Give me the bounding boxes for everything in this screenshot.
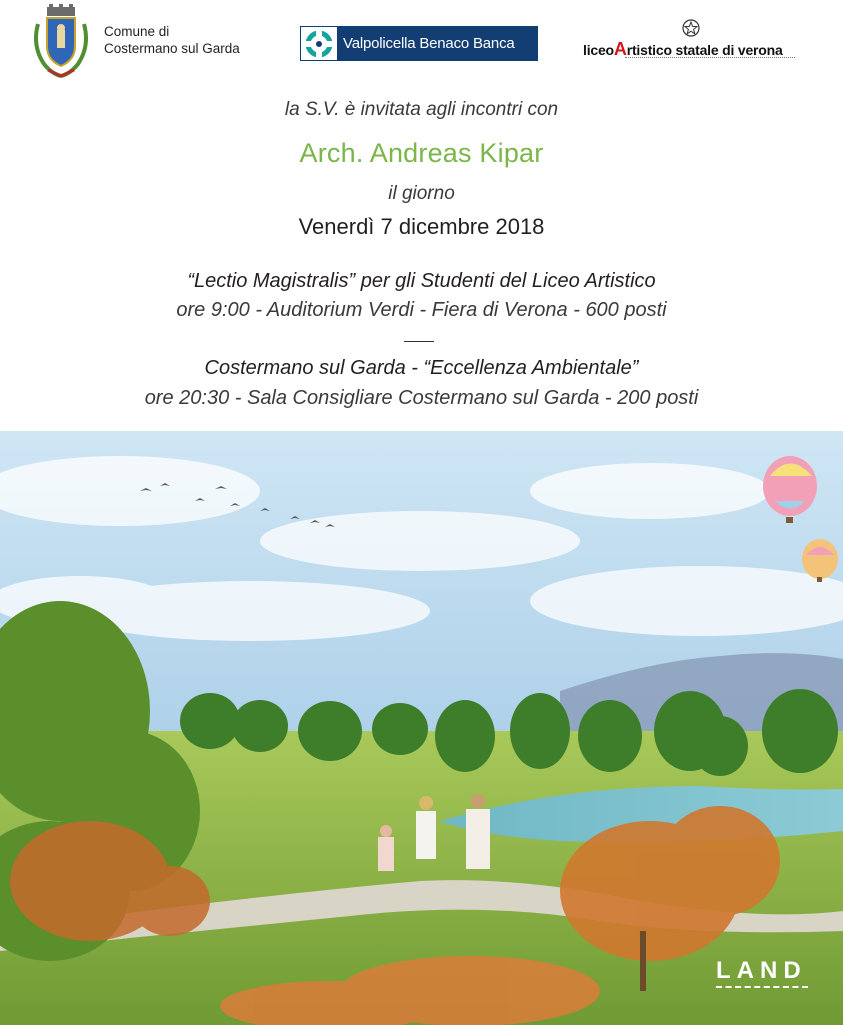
bank-logo-icon — [305, 31, 333, 57]
event-2-title: Costermano sul Garda - “Eccellenza Ambientale” — [204, 357, 639, 379]
event-date: Venerdì 7 dicembre 2018 — [298, 214, 545, 239]
event-2-details: ore 20:30 - Sala Consigliare Costermano sul Garda - 200 posti — [144, 387, 699, 409]
day-label: il giorno — [388, 183, 455, 204]
liceo-part2: rtistico statale di verona — [626, 42, 783, 58]
comune-line1: Comune di — [104, 24, 170, 39]
event-1-details: ore 9:00 - Auditorium Verdi - Fiera di Verona - 600 posti — [176, 299, 667, 321]
header — [0, 0, 843, 90]
comune-line2: Costermano sul Garda — [104, 41, 240, 56]
tree-trunk — [640, 931, 646, 991]
bank-name: Valpolicella Benaco Banca — [337, 27, 537, 60]
liceo-logo — [583, 18, 799, 62]
landscape-svg — [0, 431, 843, 1025]
land-watermark-underline — [716, 986, 808, 988]
liceo-subline — [625, 57, 795, 61]
comune-label — [104, 23, 240, 57]
divider — [404, 341, 434, 342]
invite-intro: la S.V. è invitata agli incontri con — [284, 99, 559, 120]
event-1-title: “Lectio Magistralis” per gli Studenti del Liceo Artistico — [187, 270, 656, 292]
land-watermark: LAND — [716, 957, 807, 984]
bank-logo — [300, 26, 538, 61]
speaker-name: Arch. Andreas Kipar — [299, 138, 544, 168]
liceo-part1: liceo — [583, 42, 614, 58]
crest-icon — [30, 4, 92, 80]
republic-emblem-icon — [681, 18, 701, 38]
landscape-illustration — [0, 431, 843, 1025]
liceo-a-mark: A — [613, 39, 627, 59]
